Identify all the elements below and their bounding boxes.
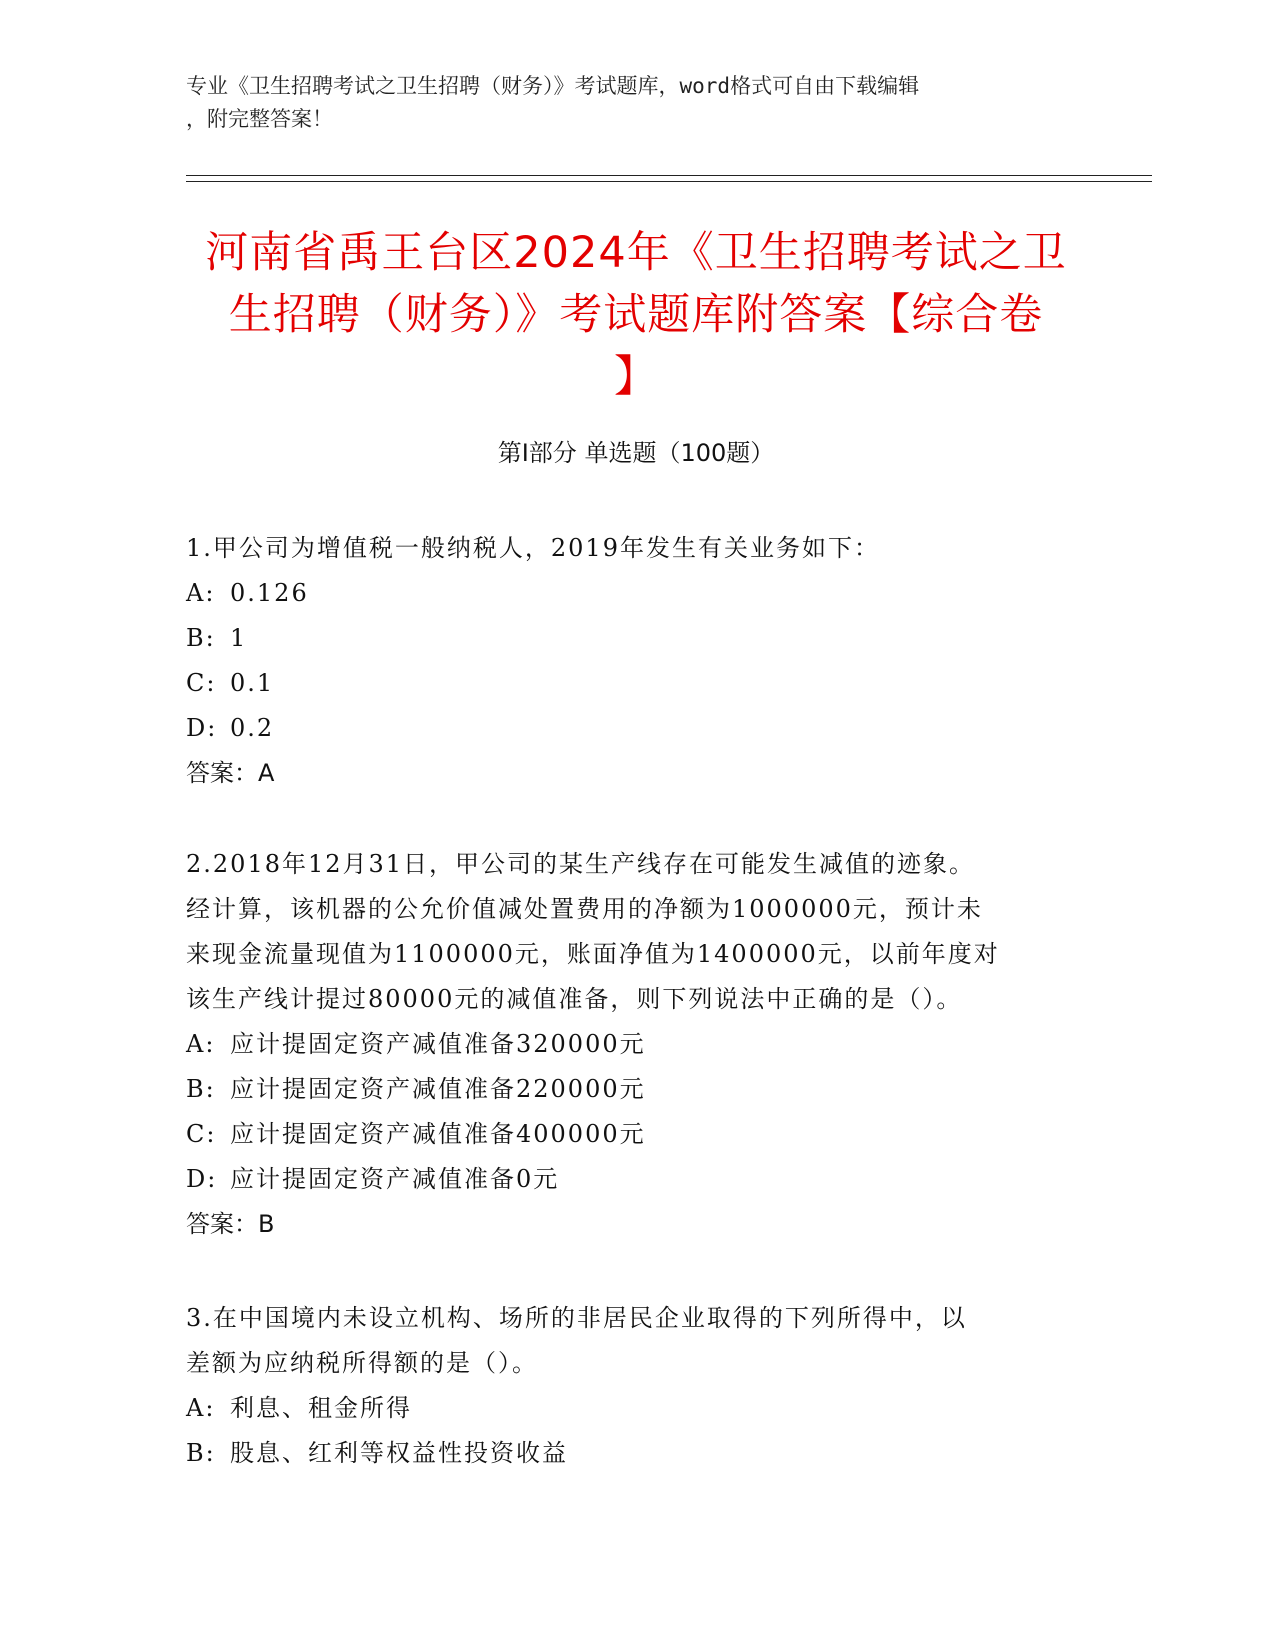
option-letter: C:	[186, 1120, 217, 1148]
option-c	[186, 661, 1066, 706]
option-d	[186, 1157, 1066, 1202]
option-text: 利息、租金所得	[230, 1394, 412, 1422]
header-divider	[186, 181, 1152, 182]
header-note	[186, 70, 1086, 136]
option-b	[186, 1067, 1066, 1112]
question-text: 经计算，该机器的公允价值减处置费用的净额为1000000元，预计未	[186, 895, 983, 923]
question-text: 2.2018年12月31日，甲公司的某生产线存在可能发生减值的迹象。	[186, 850, 976, 878]
question-text: 来现金流量现值为1100000元，账面净值为1400000元，以前年度对	[186, 940, 1000, 968]
option-text: 0.1	[230, 669, 275, 697]
question-text: 3.在中国境内未设立机构、场所的非居民企业取得的下列所得中，以	[186, 1304, 967, 1332]
option-letter: A:	[186, 1394, 216, 1422]
option-text: 应计提固定资产减值准备400000元	[230, 1120, 646, 1148]
question-text: 1.甲公司为增值税一般纳税人，2019年发生有关业务如下：	[186, 534, 880, 562]
option-letter: B:	[186, 1439, 216, 1467]
title-line: 生招聘（财务）》考试题库附答案【综合卷	[228, 290, 1044, 340]
option-a	[186, 1022, 1066, 1067]
option-text: 应计提固定资产减值准备320000元	[230, 1030, 646, 1058]
option-text: 0.2	[230, 714, 275, 742]
option-c	[186, 1112, 1066, 1157]
option-b	[186, 1431, 1066, 1476]
option-letter: B:	[186, 624, 216, 652]
option-text: 应计提固定资产减值准备0元	[230, 1165, 560, 1193]
document-title	[186, 222, 1086, 408]
section-heading: 第Ⅰ部分 单选题（100题）	[497, 439, 775, 467]
option-d	[186, 706, 1066, 751]
title-line: 】	[614, 352, 658, 402]
option-letter: A:	[186, 1030, 216, 1058]
option-letter: B:	[186, 1075, 216, 1103]
option-letter: A:	[186, 579, 216, 607]
option-letter: C:	[186, 669, 217, 697]
header-note-line: 专业《卫生招聘考试之卫生招聘（财务）》考试题库，word格式可自由下载编辑	[186, 74, 920, 98]
question-2	[186, 842, 1066, 1247]
option-a	[186, 1386, 1066, 1431]
question-1	[186, 526, 1066, 796]
option-text: 应计提固定资产减值准备220000元	[230, 1075, 646, 1103]
header-divider	[186, 175, 1152, 176]
option-a	[186, 571, 1066, 616]
answer: 答案：A	[186, 759, 275, 787]
option-letter: D:	[186, 1165, 218, 1193]
header-note-line: ，附完整答案！	[186, 107, 333, 131]
question-text: 差额为应纳税所得额的是（）。	[186, 1349, 538, 1377]
question-text: 该生产线计提过80000元的减值准备，则下列说法中正确的是（）。	[186, 985, 963, 1013]
option-letter: D:	[186, 714, 218, 742]
option-text: 0.126	[230, 579, 309, 607]
answer: 答案：B	[186, 1210, 275, 1238]
option-text: 1	[230, 624, 248, 652]
title-line: 河南省禹王台区2024年《卫生招聘考试之卫	[205, 228, 1067, 278]
option-text: 股息、红利等权益性投资收益	[230, 1439, 568, 1467]
option-b	[186, 616, 1066, 661]
question-3	[186, 1296, 1066, 1476]
